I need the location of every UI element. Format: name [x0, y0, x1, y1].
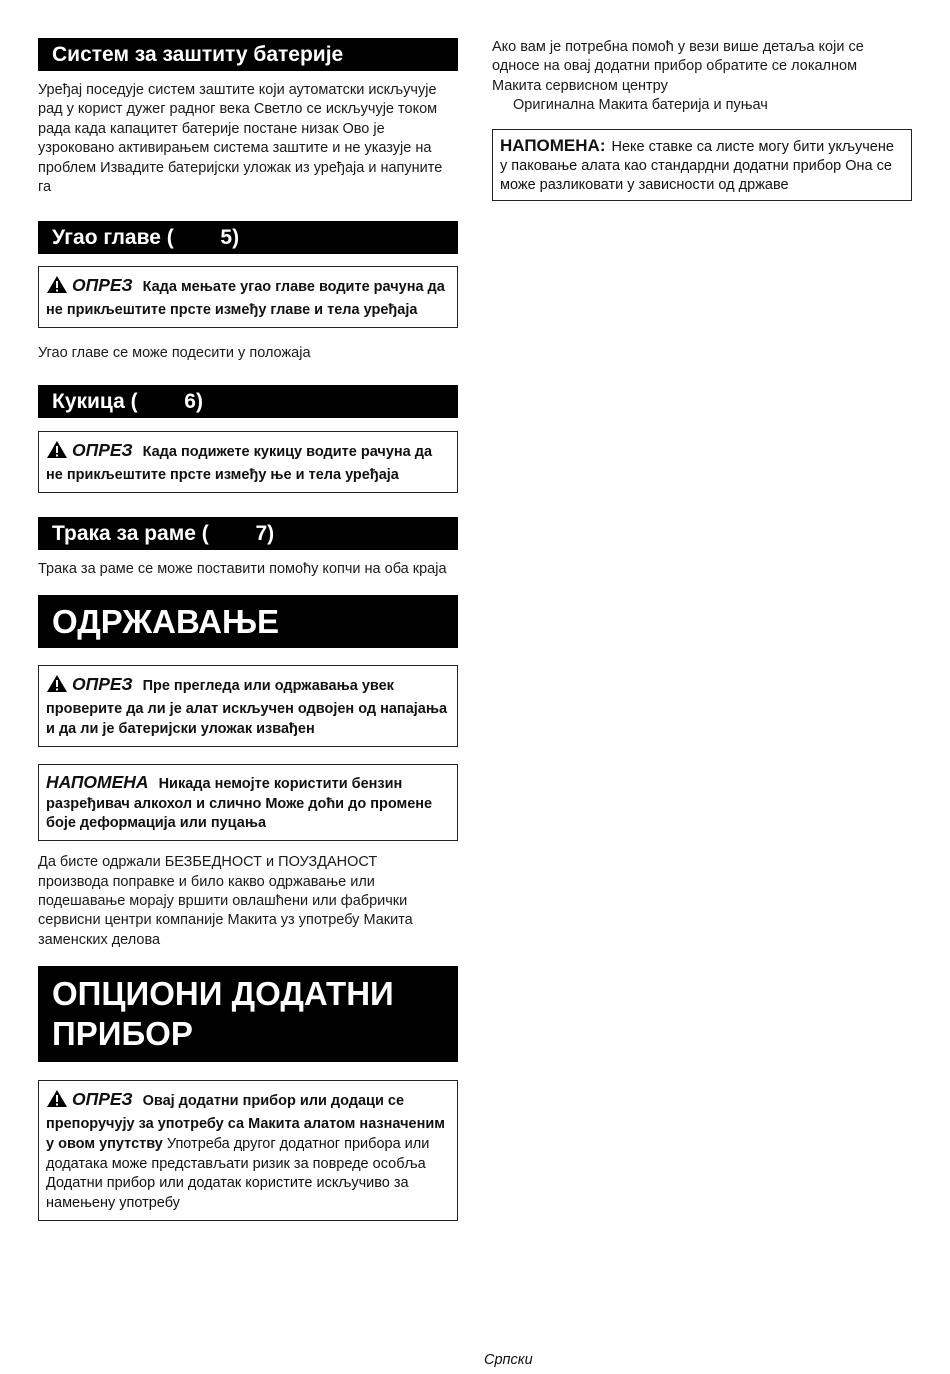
accessories-intro: Ако вам је потребна помоћ у вези више детаља који се односе на овај додатни прибор обратите се локалном Макита сервисном центру — [492, 39, 864, 94]
maintenance-text: Да бисте одржали БЕЗБЕДНОСТ и ПОУЗДАНОСТ производа поправке и било какво одржавање или подешавање морају вршити овлашћени или фабрички сервисни центри компаније Макита уз употребу Макита заменских делова — [38, 854, 413, 948]
optional-accessories-caution-bold: Овај додатни прибор или додаци се препоручују за употребу са Макита алатом назначеним у овом упутству — [46, 1093, 445, 1152]
head-angle-heading: Угао главе ( 5) — [38, 221, 458, 254]
warning-triangle-icon — [46, 275, 68, 301]
head-angle-caution-box — [38, 266, 458, 328]
maintenance-caution-box — [38, 665, 458, 746]
warning-triangle-icon — [46, 674, 68, 700]
accessories-list-item: Оригинална Макита батерија и пуњач — [513, 97, 768, 114]
maintenance-note — [46, 773, 450, 834]
right-column — [492, 38, 912, 201]
warning-triangle-icon — [46, 1089, 68, 1115]
maintenance-caution — [46, 674, 450, 739]
caution-label: ОПРЕЗ — [72, 275, 133, 296]
caution-label: ОПРЕЗ — [72, 674, 133, 695]
head-angle-caution — [46, 275, 450, 321]
caution-label: ОПРЕЗ — [72, 440, 133, 461]
hook-heading: Кукица ( 6) — [38, 385, 458, 418]
head-angle-text: Угао главе се може подесити у положаја — [38, 345, 311, 362]
left-column — [38, 38, 458, 1221]
shoulder-strap-text: Трака за раме се може поставити помоћу копчи на оба краја — [38, 561, 447, 578]
battery-protection-text: Уређај поседује систем заштите који аутоматски искључује рад у корист дужег радног века Светло се искључује током рада када капацитет батерије постане низак Ово је узроковано активирањем система заштите и не указује на проблем Извадите батеријски уложак из уређаја и напуните га — [38, 82, 443, 196]
maintenance-heading: ОДРЖАВАЊЕ — [38, 595, 458, 648]
head-angle-caution-text: Када мењате угао главе водите рачуна да не прикљештите прсте између главе и тела уређаја — [46, 279, 445, 319]
maintenance-note-text: Никада немојте користити бензин разређивач алкохол и слично Може доћи до промене боје деформација или пуцања — [46, 775, 433, 832]
caution-label: ОПРЕЗ — [72, 1089, 133, 1110]
note-label: НАПОМЕНА — [46, 771, 149, 792]
optional-accessories-caution-box — [38, 1080, 458, 1221]
accessories-note — [500, 136, 904, 196]
footer-language: Српски — [484, 1352, 533, 1368]
battery-protection-heading: Систем за заштиту батерије — [38, 38, 458, 71]
shoulder-strap-heading: Трака за раме ( 7) — [38, 517, 458, 550]
hook-caution — [46, 440, 450, 486]
warning-triangle-icon — [46, 440, 68, 466]
maintenance-note-box — [38, 764, 458, 841]
accessories-note-box — [492, 129, 912, 201]
hook-caution-box — [38, 431, 458, 493]
note-label: НАПОМЕНА: — [500, 135, 606, 155]
optional-accessories-caution — [46, 1089, 450, 1214]
accessories-note-text: Неке ставке са листе могу бити укључене у паковање алата као стандардни додатни прибор Она се може разликовати у зависности од државе — [500, 138, 894, 194]
optional-accessories-heading: ОПЦИОНИ ДОДАТНИ ПРИБОР — [38, 966, 458, 1062]
hook-caution-text: Када подижете кукицу водите рачуна да не прикљештите прсте између ње и тела уређаја — [46, 444, 433, 484]
optional-accessories-caution-text: Употреба другог додатног прибора или додатака може представљати ризик за повреде особља Додатни прибор или додатак користите искључиво за намењену употребу — [46, 1135, 430, 1212]
maintenance-caution-text: Пре прегледа или одржавања увек проверите да ли је алат искључен одвојен од напајања и да ли је батеријски уложак извађен — [46, 678, 448, 738]
